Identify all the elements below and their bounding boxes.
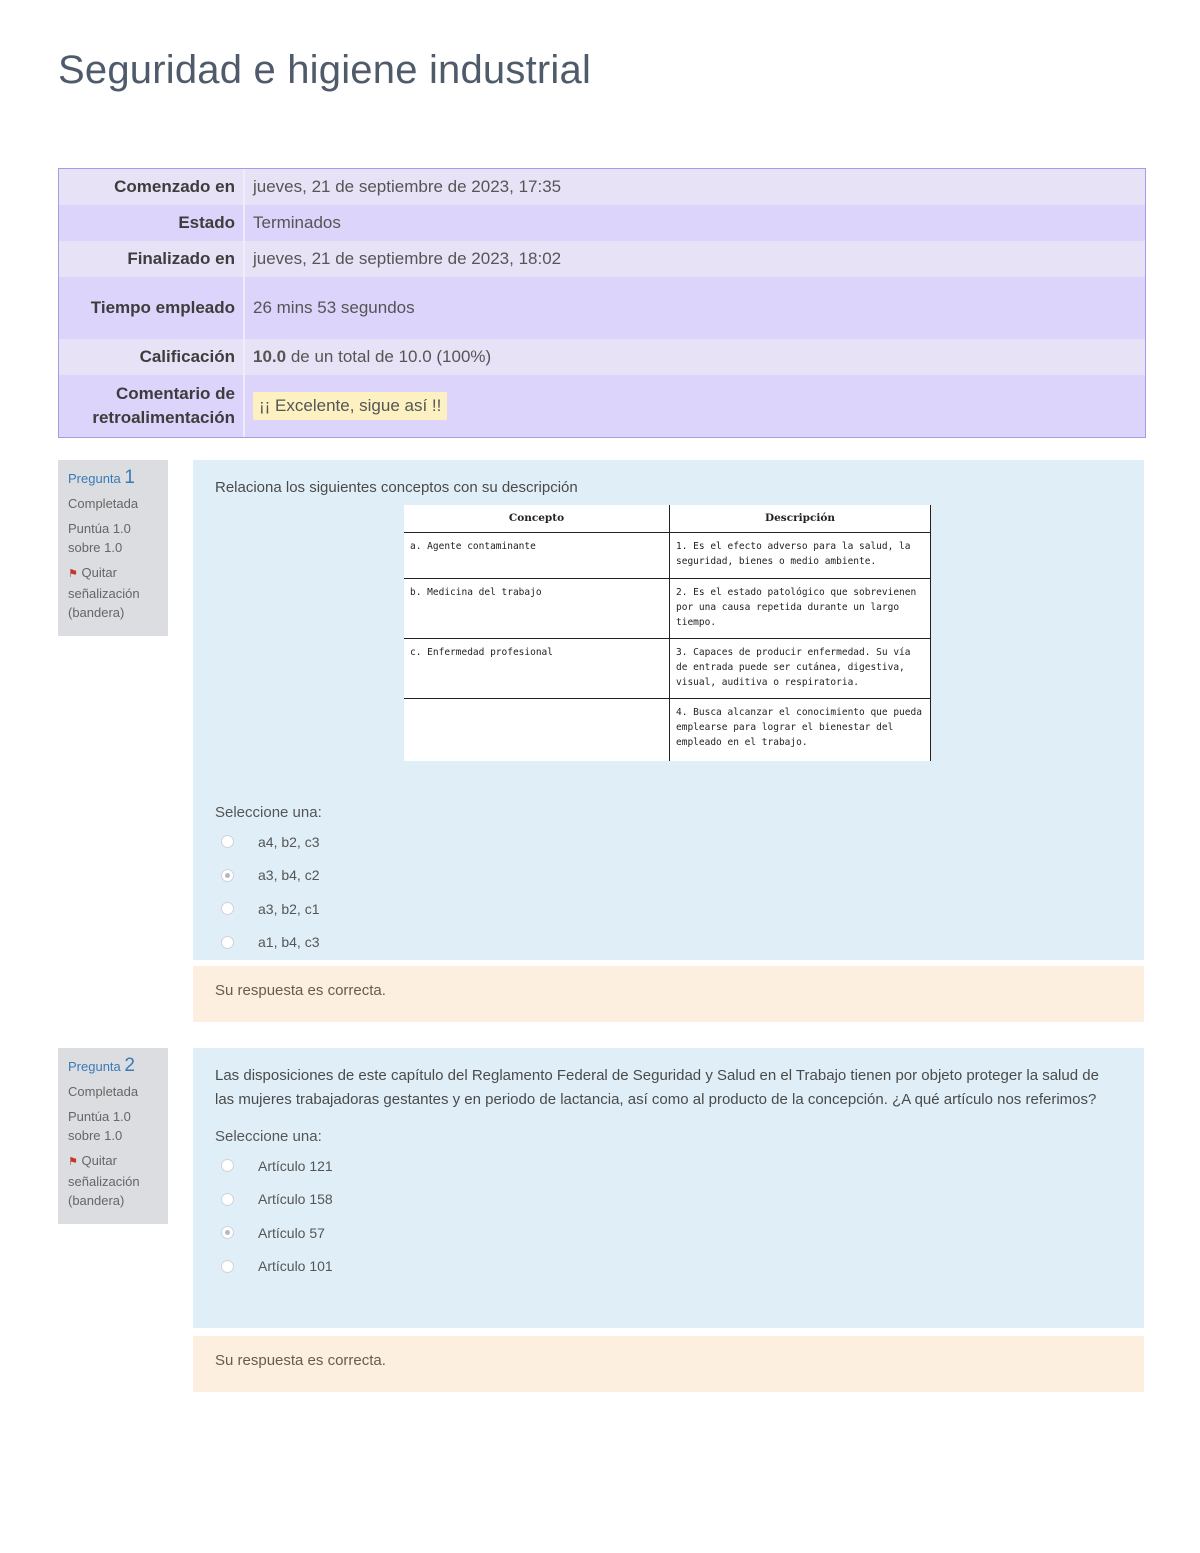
remove-flag-link[interactable] bbox=[68, 565, 140, 620]
table-cell: c. Enfermedad profesional bbox=[404, 639, 670, 699]
answer-option[interactable] bbox=[215, 926, 1122, 960]
summary-label: Comentario de retroalimentación bbox=[59, 375, 244, 437]
concepts-table-image bbox=[404, 505, 931, 761]
remove-flag-label: Quitar señalización (bandera) bbox=[68, 1153, 140, 1208]
table-cell: b. Medicina del trabajo bbox=[404, 579, 670, 639]
question-grade-line2: sobre 1.0 bbox=[68, 540, 123, 555]
table-cell: 2. Es el estado patológico que sobrevienen por una causa repetida durante un largo tiempo. bbox=[670, 579, 931, 639]
summary-row-finished bbox=[59, 241, 1145, 277]
question-grade-line1: Puntúa 1.0 bbox=[68, 521, 131, 536]
table-cell: 1. Es el efecto adverso para la salud, la seguridad, bienes o medio ambiente. bbox=[670, 533, 931, 579]
table-cell: a. Agente contaminante bbox=[404, 533, 670, 579]
table-row bbox=[404, 533, 931, 579]
summary-value: Terminados bbox=[253, 213, 341, 232]
answer-option-label: Artículo 57 bbox=[258, 1224, 325, 1241]
question-info-1 bbox=[58, 460, 168, 636]
answer-option[interactable] bbox=[215, 1216, 1122, 1250]
grade-total: de un total de 10.0 (100%) bbox=[290, 347, 492, 366]
answer-option-label: Artículo 101 bbox=[258, 1258, 333, 1275]
table-cell: 3. Capaces de producir enfermedad. Su vía de entrada puede ser cutánea, digestiva, visual, auditiva o respiratoria. bbox=[670, 639, 931, 699]
remove-flag-label: Quitar señalización (bandera) bbox=[68, 565, 140, 620]
summary-row-started bbox=[59, 169, 1145, 205]
answer-option-label: a1, b4, c3 bbox=[258, 934, 320, 951]
radio-button[interactable] bbox=[221, 1260, 234, 1273]
summary-label: Finalizado en bbox=[59, 241, 244, 277]
question-content-2 bbox=[193, 1048, 1144, 1328]
answer-option-label: a3, b2, c1 bbox=[258, 900, 320, 917]
question-grade-line1: Puntúa 1.0 bbox=[68, 1109, 131, 1124]
table-row bbox=[404, 639, 931, 699]
table-header: Descripción bbox=[670, 505, 931, 533]
question-label: Pregunta bbox=[68, 1059, 121, 1074]
question-label: Pregunta bbox=[68, 471, 121, 486]
table-header: Concepto bbox=[404, 505, 670, 533]
select-prompt: Seleccione una: bbox=[215, 1128, 322, 1145]
feedback-text: Su respuesta es correcta. bbox=[215, 1352, 386, 1369]
question-info-2 bbox=[58, 1048, 168, 1224]
summary-value: 26 mins 53 segundos bbox=[253, 298, 415, 317]
radio-button[interactable] bbox=[221, 902, 234, 915]
question-grade-line2: sobre 1.0 bbox=[68, 1128, 123, 1143]
summary-label: Estado bbox=[59, 205, 244, 241]
summary-row-grade bbox=[59, 339, 1145, 375]
summary-row-state bbox=[59, 205, 1145, 241]
flag-icon: ⚑ bbox=[68, 1156, 78, 1168]
flag-icon: ⚑ bbox=[68, 568, 78, 580]
answer-option[interactable] bbox=[215, 892, 1122, 926]
table-row bbox=[404, 699, 931, 761]
question-number-value: 1 bbox=[124, 467, 135, 488]
answer-option-label: a3, b4, c2 bbox=[258, 867, 320, 884]
table-row bbox=[404, 579, 931, 639]
question-feedback-1 bbox=[193, 966, 1144, 1022]
question-state: Completada bbox=[68, 496, 139, 511]
table-cell: 4. Busca alcanzar el conocimiento que pueda emplearse para lograr el bienestar del empleado en el trabajo. bbox=[670, 699, 931, 761]
overall-feedback: ¡¡ Excelente, sigue así !! bbox=[253, 392, 447, 420]
remove-flag-link[interactable] bbox=[68, 1153, 140, 1208]
select-prompt: Seleccione una: bbox=[215, 804, 322, 821]
radio-button[interactable] bbox=[221, 936, 234, 949]
question-text: Las disposiciones de este capítulo del Reglamento Federal de Seguridad y Salud en el Trabajo tienen por objeto proteger la salud de las mujeres trabajadoras gestantes y en periodo de lactancia, así como al producto de la concepción. ¿A qué artículo nos referimos? bbox=[215, 1067, 1099, 1108]
radio-button-selected[interactable] bbox=[221, 1226, 234, 1239]
radio-button-selected[interactable] bbox=[221, 869, 234, 882]
summary-value: jueves, 21 de septiembre de 2023, 18:02 bbox=[253, 249, 562, 268]
feedback-text: Su respuesta es correcta. bbox=[215, 982, 386, 999]
summary-value: jueves, 21 de septiembre de 2023, 17:35 bbox=[253, 177, 562, 196]
answer-option-label: a4, b2, c3 bbox=[258, 833, 320, 850]
grade-value: 10.0 bbox=[253, 347, 287, 366]
table-header-row bbox=[404, 505, 931, 533]
question-text: Relaciona los siguientes conceptos con su descripción bbox=[215, 479, 578, 496]
question-feedback-2 bbox=[193, 1336, 1144, 1392]
summary-label: Tiempo empleado bbox=[59, 277, 244, 339]
answer-option-label: Artículo 158 bbox=[258, 1191, 333, 1208]
radio-button[interactable] bbox=[221, 1193, 234, 1206]
question-number bbox=[68, 1056, 168, 1076]
answer-option[interactable] bbox=[215, 1149, 1122, 1183]
question-state: Completada bbox=[68, 1084, 139, 1099]
question-number bbox=[68, 468, 168, 488]
attempt-summary-table bbox=[58, 168, 1146, 438]
answer-option[interactable] bbox=[215, 825, 1122, 859]
page-title: Seguridad e higiene industrial bbox=[58, 48, 592, 92]
answer-option[interactable] bbox=[215, 1183, 1122, 1217]
table-cell bbox=[404, 699, 670, 761]
answer-option[interactable] bbox=[215, 1250, 1122, 1284]
radio-button[interactable] bbox=[221, 1159, 234, 1172]
summary-value bbox=[244, 339, 1145, 375]
question-number-value: 2 bbox=[124, 1055, 135, 1076]
summary-row-feedback bbox=[59, 375, 1145, 437]
answer-option-label: Artículo 121 bbox=[258, 1157, 333, 1174]
summary-value bbox=[244, 375, 1145, 437]
summary-row-time-taken bbox=[59, 277, 1145, 339]
radio-button[interactable] bbox=[221, 835, 234, 848]
summary-label: Comenzado en bbox=[59, 169, 244, 205]
answer-option[interactable] bbox=[215, 859, 1122, 893]
summary-label: Calificación bbox=[59, 339, 244, 375]
